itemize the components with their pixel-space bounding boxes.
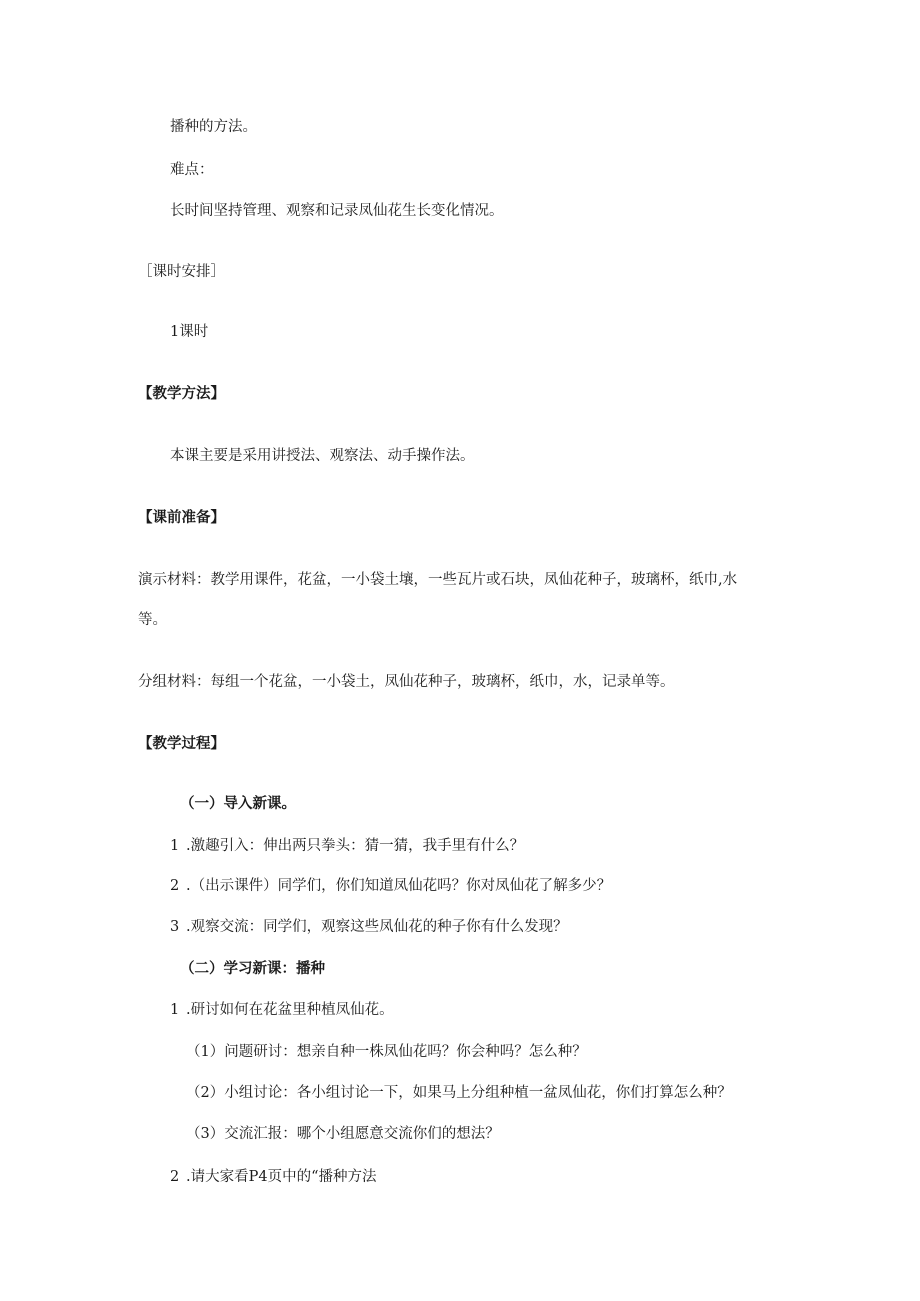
part1-title: （一）导入新课。 [180,796,296,812]
list-item-number: 3 [170,919,180,935]
sub-item: （3）交流汇报：哪个小组愿意交流你们的想法？ [186,1126,500,1142]
part2-title: （二）学习新课：播种 [180,961,325,977]
method-content: 本课主要是采用讲授法、观察法、动手操作法。 [170,448,475,464]
list-item [170,836,524,856]
list-item [170,876,611,896]
list-item-text: .请大家看P4页中的“播种方法 [186,1169,377,1185]
list-item-text: .（出示课件）同学们，你们知道凤仙花吗？你对凤仙花了解多少？ [186,878,612,894]
intro-line: 长时间坚持管理、观察和记录凤仙花生长变化情况。 [170,203,504,219]
intro-line: 难点： [170,162,214,178]
list-item [170,1000,394,1020]
process-heading: 【教学过程】 [138,736,225,752]
list-item-text: .研讨如何在花盆里种植凤仙花。 [186,1002,394,1018]
list-item-number: 1 [170,1002,180,1018]
list-item-number: 2 [170,878,180,894]
list-item-number: 2 [170,1169,180,1185]
list-item-text: .激趣引入：伸出两只拳头：猜一猜，我手里有什么？ [186,838,525,854]
schedule-heading: ［课时安排］ [138,264,225,280]
list-item [170,917,568,937]
method-heading: 【教学方法】 [138,386,225,402]
demo-materials-line2: 等。 [138,612,167,628]
sub-item: （1）问题研讨：想亲自种一株凤仙花吗？你会种吗？怎么种？ [186,1044,587,1060]
schedule-content: 1课时 [170,324,209,340]
list-item-number: 1 [170,838,180,854]
preparation-heading: 【课前准备】 [138,510,225,526]
demo-materials-line1: 演示材料：教学用课件，花盆，一小袋土壤，一些瓦片或石块，凤仙花种子，玻璃杯，纸巾,水 [138,572,738,588]
intro-line: 播种的方法。 [170,119,257,135]
sub-item: （2）小组讨论：各小组讨论一下，如果马上分组种植一盆凤仙花，你们打算怎么种？ [186,1085,732,1101]
list-item-text: .观察交流：同学们，观察这些凤仙花的种子你有什么发现？ [186,919,568,935]
list-item [170,1167,377,1187]
group-materials: 分组材料：每组一个花盆，一小袋土，凤仙花种子，玻璃杯，纸巾，水，记录单等。 [138,674,675,690]
